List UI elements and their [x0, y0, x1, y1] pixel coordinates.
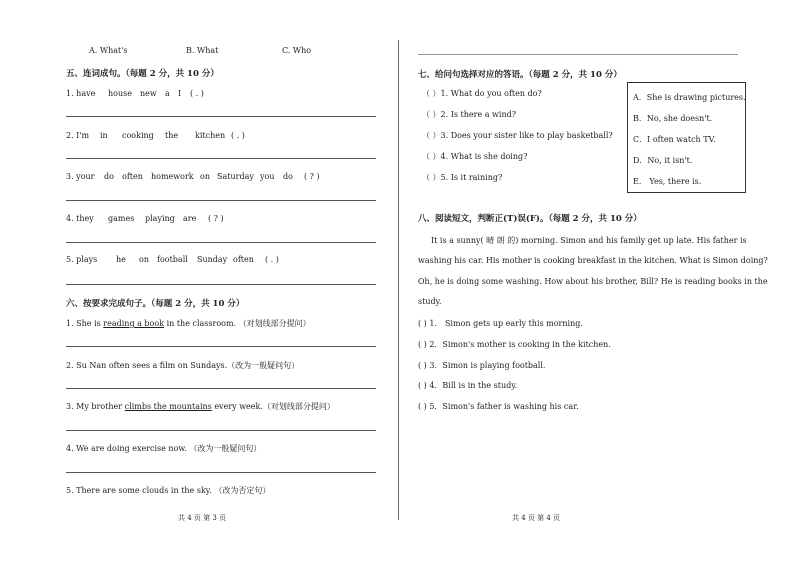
section7-question-3[interactable]: （ ）3. Does your sister like to play basketball?	[422, 131, 613, 140]
word: a	[165, 89, 170, 98]
word: homework	[151, 172, 194, 181]
answer-line[interactable]	[66, 242, 376, 243]
q1-underlined: reading a book	[103, 319, 165, 328]
word: on	[200, 172, 210, 181]
tf-statement-3[interactable]: ( ) 3．Simon is playing football.	[418, 361, 546, 370]
section6-q3	[66, 401, 335, 412]
answer-option-e: E． Yes, there is.	[633, 177, 702, 186]
answer-option-b: B．No, she doesn't.	[633, 114, 713, 123]
word: are	[183, 214, 197, 223]
section6-q5: 5. There are some clouds in the sky. （改为否定句）	[66, 486, 271, 495]
answer-line[interactable]	[66, 158, 376, 159]
q3-underlined: climbs the mountains	[124, 402, 212, 411]
page-footer-right: 共 4 页 第 4 页	[512, 514, 561, 522]
word: 1. have	[66, 89, 96, 98]
word: the	[165, 131, 179, 140]
word: often	[233, 255, 254, 264]
q1-post: in the classroom. （对划线部分提问）	[164, 319, 311, 328]
word: kitchen	[195, 131, 226, 140]
section8-title: 八、阅读短文，判断正(T)误(F)。（每题 2 分，共 10 分）	[418, 214, 642, 224]
word: games	[108, 214, 135, 223]
answer-option-c: C．I often watch TV.	[633, 135, 716, 144]
word: 5. plays	[66, 255, 98, 264]
page-divider	[398, 40, 399, 520]
word: in	[100, 131, 108, 140]
answer-line[interactable]	[66, 430, 376, 431]
answer-line[interactable]	[66, 284, 376, 285]
answer-option-d: D．No, it isn't.	[633, 156, 693, 165]
tf-statement-2[interactable]: ( ) 2．Simon's mother is cooking in the kitchen.	[418, 340, 611, 349]
punctuation: ( ? )	[208, 214, 224, 223]
section7-question-1[interactable]: （ ）1. What do you often do?	[422, 89, 542, 98]
q1-pre: 1. She is	[66, 319, 104, 328]
punctuation: ( . )	[231, 131, 245, 140]
q3-pre: 3. My brother	[66, 402, 125, 411]
word: cooking	[122, 131, 154, 140]
answer-line[interactable]	[66, 346, 376, 347]
passage-line-4: study.	[418, 297, 442, 306]
tf-statement-4[interactable]: ( ) 4．Bill is in the study.	[418, 381, 518, 390]
section6-q2: 2. Su Nan often sees a film on Sundays.（改为一般疑问句）	[66, 361, 300, 370]
option-b: B. What	[186, 46, 219, 55]
option-c: C. Who	[282, 46, 312, 55]
section6-title: 六、按要求完成句子。（每题 2 分，共 10 分）	[66, 299, 245, 309]
word: often	[122, 172, 143, 181]
word: Sunday	[197, 255, 228, 264]
answer-line[interactable]	[66, 472, 376, 473]
word: 2. I'm	[66, 131, 90, 140]
word: football	[157, 255, 188, 264]
passage-line-1: It is a sunny( 晴 朗 的) morning. Simon and his family get up late. His father is	[431, 236, 747, 245]
section7-question-2[interactable]: （ ）2. Is there a wind?	[422, 110, 517, 119]
section7-title: 七、给问句选择对应的答语。（每题 2 分，共 10 分）	[418, 70, 622, 80]
word: new	[140, 89, 157, 98]
word: he	[116, 255, 126, 264]
word: Saturday	[217, 172, 254, 181]
word: 4. they	[66, 214, 94, 223]
option-a: A. What's	[89, 46, 128, 55]
word: playing	[145, 214, 175, 223]
section7-question-5[interactable]: （ ）5. Is it raining?	[422, 173, 503, 182]
word: I	[178, 89, 182, 98]
word: on	[139, 255, 149, 264]
passage-line-3: Oh, he is doing some washing. How about his brother, Bill? He is reading books in the	[418, 277, 768, 286]
word: you	[260, 172, 275, 181]
passage-line-2: washing his car. His mother is cooking breakfast in the kitchen. What is Simon doing?	[418, 256, 768, 265]
word: do	[104, 172, 114, 181]
punctuation: ( . )	[190, 89, 204, 98]
q3-post: every week.（对划线部分提问）	[211, 402, 335, 411]
answer-line[interactable]	[66, 116, 376, 117]
answer-line[interactable]	[66, 200, 376, 201]
section7-question-4[interactable]: （ ）4. What is she doing?	[422, 152, 528, 161]
tf-statement-5[interactable]: ( ) 5．Simon's father is washing his car.	[418, 402, 579, 411]
section6-q4: 4. We are doing exercise now. （改为一般疑问句）	[66, 444, 262, 453]
word: house	[108, 89, 132, 98]
answer-option-a: A．She is drawing pictures.	[633, 93, 746, 102]
answer-line[interactable]	[66, 388, 376, 389]
page-footer-left: 共 4 页 第 3 页	[178, 514, 227, 522]
tf-statement-1[interactable]: ( ) 1． Simon gets up early this morning.	[418, 319, 583, 328]
top-rule	[418, 54, 738, 55]
punctuation: ( . )	[265, 255, 279, 264]
punctuation: ( ? )	[304, 172, 320, 181]
word: do	[283, 172, 293, 181]
section5-title: 五、连词成句。（每题 2 分，共 10 分）	[66, 69, 219, 79]
section6-q1	[66, 318, 311, 329]
word: 3. your	[66, 172, 95, 181]
